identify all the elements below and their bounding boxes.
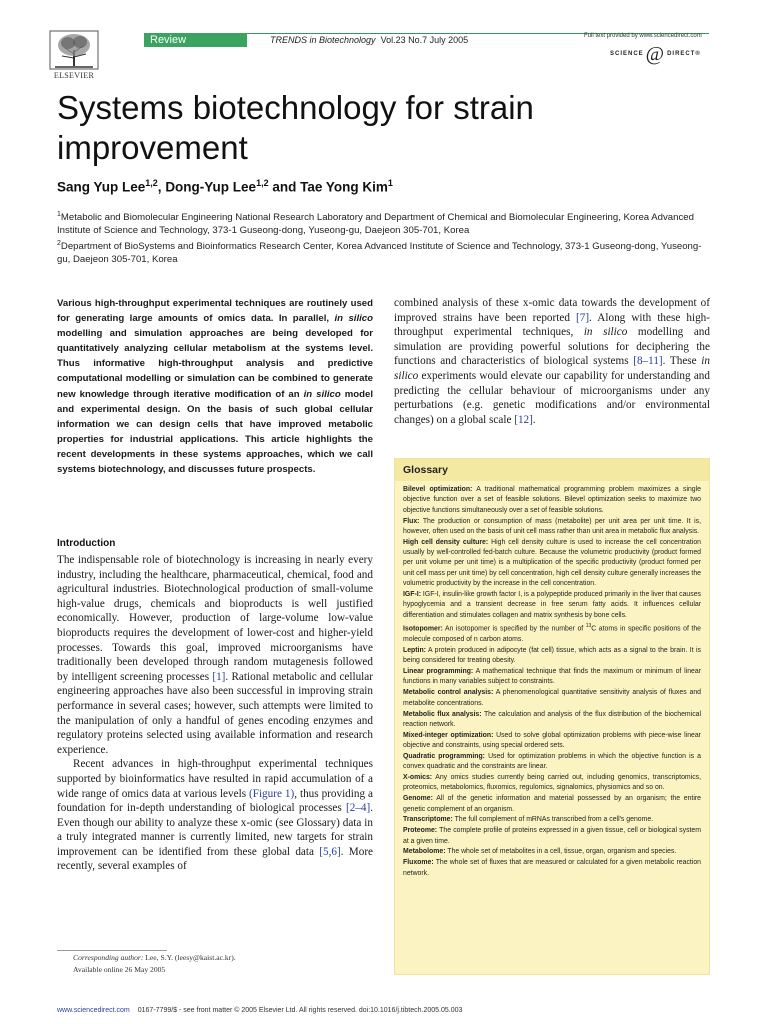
paragraph: Recent advances in high-throughput experimental techniques supported by bioinformatics have resulted in rapid accumulation of a wide range of omics data at various levels (Figure 1), thus providing a foundation for in-depth understanding of biological processes [2–4]. Even though our ability to analyze these x-omic (see Glossary) data in a truly integrated manner is currently limited, new targets for strain improvement can be identified from these global data [5,6]. More recently, several examples of xyxy=(57,758,374,873)
glossary-entry: Metabolic control analysis: A phenomenological quantitative sensitivity analysis of fluxes and metabolite concentrations. xyxy=(403,689,701,707)
glossary-entry: Transcriptome: The full complement of mRNAs transcribed from a cell's genome. xyxy=(403,816,654,824)
author-affil-sup: 1,2 xyxy=(256,178,269,188)
sciencedirect-logo[interactable] xyxy=(610,43,701,65)
volume-date: Vol.23 No.7 July 2005 xyxy=(380,35,469,45)
glossary-entry: Leptin: A protein produced in adipocyte (fat cell) tissue, which acts as a signal to the brain. It is being considered for treating obesity. xyxy=(403,646,701,665)
glossary-entry: Metabolome: The whole set of metabolites in a cell, tissue, organ, organism and species. xyxy=(403,848,677,856)
available-online: Available online 26 May 2005 xyxy=(73,965,166,974)
citation-link[interactable]: [2–4] xyxy=(345,802,371,815)
author-name: Sang Yup Lee xyxy=(57,179,146,195)
glossary-body xyxy=(395,481,709,879)
glossary-entry: IGF-I: IGF-I, insulin-like growth factor I, is a polypeptide produced primarily in the liver that causes hypoglycemia and a transient decrease in free serum fatty acids. It influences cellular differentiation and stimulates collagen and matrix synthesis by bone cells. xyxy=(403,590,701,619)
affiliation-item: $^1$Metabolic and Biomolecular Engineering National Research Laboratory and Department of Chemical and Biomolecular Engineering, Korea Advanced Institute of Science and Technology, 373-1 Guseong-dong, Yuseong-gu, Daejeon 305-701, Korea xyxy=(57,211,694,237)
footnote xyxy=(57,952,373,976)
author-line xyxy=(57,178,393,195)
page-footer xyxy=(57,1007,462,1014)
footnote-divider xyxy=(57,950,167,951)
glossary-entry: Linear programming: A mathematical technique that finds the maximum or minimum of linear functions in many variables subject to constraints. xyxy=(403,668,702,686)
publisher-logo xyxy=(49,30,99,78)
author-affil-sup: 1,2 xyxy=(145,178,158,188)
section-heading: Introduction xyxy=(57,538,116,549)
glossary-entry: Isotopomer: An isotopomer is specified by the number of $^{13}$C atoms in specific positions of the molecule composed of n carbon atoms. xyxy=(403,623,701,644)
paragraph: The indispensable role of biotechnology is increasing in nearly every industry, including the healthcare, pharmaceutical, chemical, food and agricultural industries. Biotechnological production of small-volume high-value drugs, chemicals and bioproducts is well justified economically. However, production of large-volume low-value bioproducts requires the development of lower-cost and higher-yield processes. Towards this goal, improved microorganisms have traditionally been developed through random mutagenesis followed by intelligent screening processes [1]. Rational metabolic and cellular engineering approaches have also been successful in improving strain performance in several cases; however, such attempts were limited to the manipulation of only a handful of genes encoding enzymes and regulatory proteins selected using available information and research experience. xyxy=(57,554,373,756)
sd-right: DIRECT® xyxy=(667,51,701,57)
right-column-paragraph: combined analysis of these x-omic data towards the development of improved strains have been reported [7]. Along with these high-throughput experimental techniques, in silico modelling and simulation are providing powerful solutions for deciphering the functions and characteristics of biological systems [8–11]. These in silico experiments would elevate our capability for understanding and predicting the cellular behaviour of microorganisms under any perturbations (e.g. genetic modifications and/or environmental changes) on a global scale [12]. xyxy=(394,297,710,426)
journal-name: TRENDS in Biotechnology xyxy=(270,35,376,45)
glossary-heading: Glossary xyxy=(395,459,709,481)
figure-link[interactable]: (Figure 1) xyxy=(249,787,295,800)
affiliations xyxy=(57,208,707,266)
author-sep: and xyxy=(268,179,301,195)
footer-site-link[interactable]: www.sciencedirect.com xyxy=(57,1007,130,1014)
glossary-entry: Genome: All of the genetic information and material possessed by an organism; the entire genetic complement of an organism. xyxy=(403,795,701,813)
footer-legal: 0167-7799/$ - see front matter © 2005 Elsevier Ltd. All rights reserved. doi:10.1016/j.tibtech.2005.05.003 xyxy=(137,1007,463,1014)
sd-left: SCIENCE xyxy=(610,51,644,57)
citation-link[interactable]: [8–11] xyxy=(633,355,663,368)
author-name: Dong-Yup Lee xyxy=(165,179,257,195)
glossary-box xyxy=(394,458,710,975)
citation-link[interactable]: [7] xyxy=(576,311,590,324)
glossary-entry: Flux: The production or consumption of mass (metabolite) per unit area per unit time. It is, however, often used on the basis of unit cell mass rather than unit area in metabolic flux analysis. xyxy=(403,517,701,535)
affiliation-item: $^2$Department of BioSystems and Bioinformatics Research Center, Korea Advanced Institute of Science and Technology, 373-1 Guseong-dong, Yuseong-gu, Daejeon 305-701, Korea xyxy=(57,240,702,266)
citation-link[interactable]: [1] xyxy=(212,670,226,683)
glossary-entry: Metabolic flux analysis: The calculation and analysis of the flux distribution of the biochemical reaction network. xyxy=(403,710,701,728)
glossary-entry: Mixed-integer optimization: Used to solve global optimization problems with piece-wise linear objective and constraints, using special ordered sets. xyxy=(403,731,701,750)
citation-link[interactable]: [5,6] xyxy=(319,845,341,858)
abstract: Various high-throughput experimental techniques are routinely used for generating large amounts of omics data. In parallel, in silico modelling and simulation approaches are being developed for quantitatively analyzing cellular metabolism at the systems level. Thus informative high-throughput analysis and predictive computational modelling or simulation can be combined to generate new knowledge through iterative modification of an in silico model and experimental design. On the basis of such global cellular information we can design cells that have improved metabolic properties for industrial applications. This article highlights the recent developments in these systems approaches, which we call systems biotechnology, and discusses future prospects. xyxy=(57,298,373,476)
sd-at-icon: @ xyxy=(645,43,666,65)
section-tag: Review xyxy=(144,33,247,47)
glossary-entry: Bilevel optimization: A traditional mathematical programming problem maximizes a single objective function over a set of feasible solutions. Bilevel optimization seeks to maximize two objective functions simultaneously over a set of feasible solutions. xyxy=(403,486,702,514)
corresponding-author: Corresponding author: Lee, S.Y. (leesy@kaist.ac.kr). xyxy=(73,953,236,962)
glossary-entry: High cell density culture: High cell density culture is used to increase the cell concentration usually by well-controlled fed-batch culture. Because the volumetric productivity (product formed per unit volume per unit time) is a multiplication of the specific productivity (product formed per unit cell mass per unit time) by cell concentration, high cell density culture generally increases the volumetric productivity by the increase in the cell concentration. xyxy=(403,538,702,588)
author-sep: , xyxy=(157,179,166,195)
journal-reference xyxy=(270,35,468,45)
author-name: Tae Yong Kim xyxy=(300,179,388,195)
fulltext-note[interactable]: Full text provided by www.sciencedirect.com xyxy=(584,33,702,39)
glossary-entry: X-omics: Any omics studies currently being carried out, including genomics, transcriptomics, proteomics, metabolomics, fluxomics, regulomics, signalomics, physiomics and so on. xyxy=(403,774,701,792)
elsevier-tree-icon xyxy=(49,30,99,70)
glossary-entry: Proteome: The complete profile of proteins expressed in a given tissue, cell or biological system at a given time. xyxy=(403,827,701,845)
publisher-name: ELSEVIER xyxy=(53,71,95,80)
glossary-entry: Quadratic programming: Used for optimization problems in which the objective function is a convex quadratic and the constraints are linear. xyxy=(403,752,701,771)
article-title: Systems biotechnology for strain improvement xyxy=(57,89,534,166)
citation-link[interactable]: [12] xyxy=(514,413,533,426)
intro-body xyxy=(57,553,373,874)
glossary-entry: Fluxome: The whole set of fluxes that are measured or calculated for a given metabolic reaction network. xyxy=(403,859,701,877)
author-affil-sup: 1 xyxy=(387,178,393,188)
